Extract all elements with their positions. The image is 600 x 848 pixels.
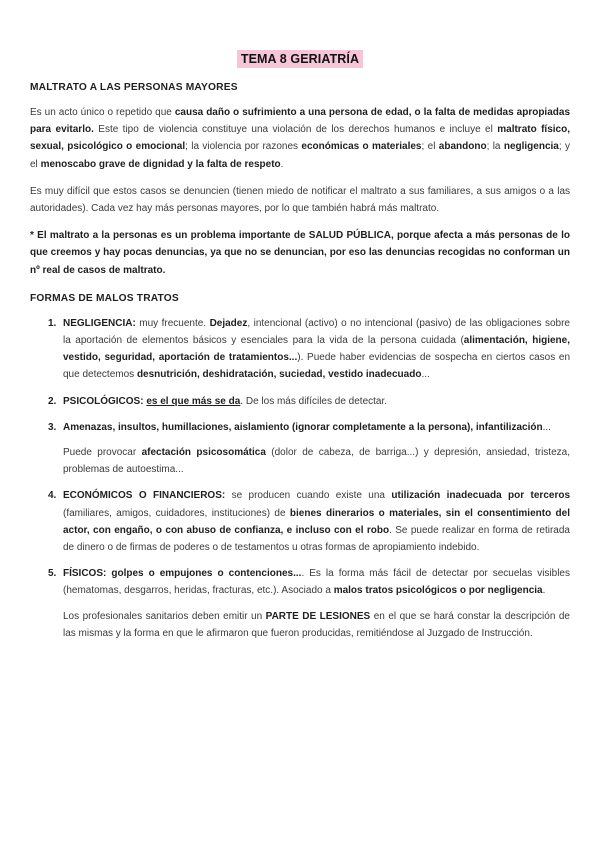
bold-text: económicas o materiales	[301, 141, 422, 153]
bold-text: menoscabo grave de dignidad y la falta de respeto	[40, 158, 281, 170]
bold-text: FÍSICOS: golpes o empujones o contenciones...	[63, 568, 302, 580]
list-item-psicologicos	[30, 393, 570, 410]
list-item-fisicos	[30, 565, 570, 642]
list-number: 3.	[48, 421, 57, 433]
abuse-types-list	[30, 315, 570, 642]
public-health-note: * El maltrato a la personas es un problema importante de SALUD PÚBLICA, porque afecta a más personas de lo que creemos y hay pocas denuncias, ya que no se denuncian, por eso las denuncias recogidas no conforman un nº real de casos de maltrato.	[30, 230, 570, 276]
list-item-amenazas	[30, 419, 570, 479]
list-item-text: NEGLIGENCIA: muy frecuente. Dejadez, intencional (activo) o no intencional (pasivo) de las obligaciones sobre la aportación de elementos básicos y esenciales para la vida de la persona cuidada (alimentación, higiene, vestido, seguridad, aportación de tratamientos...). Puede haber evidencias de sospecha en ciertos casos en que detectemos desnutrición, deshidratación, suciedad, vestido inadecuado...	[63, 317, 571, 381]
list-item-text: Amenazas, insultos, humillaciones, aislamiento (ignorar completamente a la persona), infantilización...	[63, 421, 551, 433]
list-item-subparagraph: Puede provocar afectación psicosomática (dolor de cabeza, de barriga...) y depresión, ansiedad, tristeza, problemas de autoestima...	[63, 447, 570, 476]
list-item-text: ECONÓMICOS O FINANCIEROS: se producen cuando existe una utilización inadecuada por terceros (familiares, amigos, cuidadores, instituciones) de bienes dinerarios o materiales, sin el consentimiento del actor, con engaño, o con abuso de confianza, e incluso con el robo. Se puede realizar en forma de retirada de dinero o de firmas de poderes o de testamentos u otras formas de apropiamiento indebido.	[63, 490, 570, 554]
bold-text: Amenazas, insultos, humillaciones, aislamiento (ignorar completamente a la persona), infantilización	[63, 421, 543, 433]
bold-text: malos tratos psicológicos o por negligencia	[333, 585, 543, 597]
section-heading-maltrato: MALTRATO A LAS PERSONAS MAYORES	[30, 82, 238, 93]
underlined-text: es el que más se da	[146, 395, 241, 407]
list-item-text: FÍSICOS: golpes o empujones o contenciones.... Es la forma más fácil de detectar por secuelas visibles (hematomas, desgarros, heridas, fracturas, etc.). Asociado a malos tratos psicológicos o por negligencia.	[63, 568, 570, 597]
list-item-negligencia	[30, 315, 570, 384]
section-heading-formas: FORMAS DE MALOS TRATOS	[30, 292, 179, 304]
list-number: 2.	[48, 395, 57, 407]
list-item-text: PSICOLÓGICOS: es el que más se da. De los más difíciles de detectar.	[63, 395, 388, 407]
list-number: 1.	[48, 317, 57, 329]
bold-text: abandono	[438, 141, 487, 153]
page-title: TEMA 8 GERIATRÍA	[237, 50, 363, 68]
bold-text: alimentación, higiene, vestido, seguridad, aportación de tratamientos...	[63, 335, 571, 364]
bold-text: PARTE DE LESIONES	[265, 610, 371, 622]
bold-text: negligencia	[503, 141, 559, 153]
bold-text: afectación psicosomática	[141, 447, 266, 459]
bold-text: utilización inadecuada por terceros	[391, 490, 570, 502]
list-number: 4.	[48, 490, 57, 502]
bold-text: desnutrición, deshidratación, suciedad, vestido inadecuado	[136, 369, 422, 381]
bold-text: causa daño o sufrimiento a una persona de edad, o la falta de medidas apropiadas para evitarlo.	[30, 107, 571, 136]
bold-text: Dejadez	[209, 317, 248, 329]
bold-text: ECONÓMICOS O FINANCIEROS:	[63, 490, 226, 502]
list-item-economicos	[30, 487, 570, 556]
definition-paragraph: Es un acto único o repetido que causa daño o sufrimiento a una persona de edad, o la falta de medidas apropiadas para evitarlo. Este tipo de violencia constituye una violación de los derechos humanos e incluye el maltrato físico, sexual, psicológico o emocional; la violencia por razones económicas o materiales; el abandono; la negligencia; y el menoscabo grave de dignidad y la falta de respeto.	[30, 107, 571, 170]
bold-text: maltrato físico, sexual, psicológico o emocional	[30, 124, 570, 153]
reporting-paragraph: Es muy difícil que estos casos se denuncien (tienen miedo de notificar el maltrato a sus familiares, a sus amigos o a las autoridades). Cada vez hay más personas mayores, por lo que también habrá más maltrato.	[30, 185, 570, 215]
title-wrap	[30, 50, 570, 68]
list-item-subparagraph: Los profesionales sanitarios deben emitir un PARTE DE LESIONES en el que se hará constar la descripción de las mismas y la forma en que le afirmaron que fueron producidas, remitiéndose al Juzgado de Instrucción.	[63, 610, 570, 639]
list-number: 5.	[48, 568, 57, 580]
bold-text: NEGLIGENCIA:	[63, 317, 136, 329]
bold-text: PSICOLÓGICOS:	[63, 395, 147, 407]
bold-text: bienes dinerarios o materiales, sin el consentimiento del actor, con engaño, o con abuso de confianza, e incluso con el robo	[63, 507, 570, 536]
